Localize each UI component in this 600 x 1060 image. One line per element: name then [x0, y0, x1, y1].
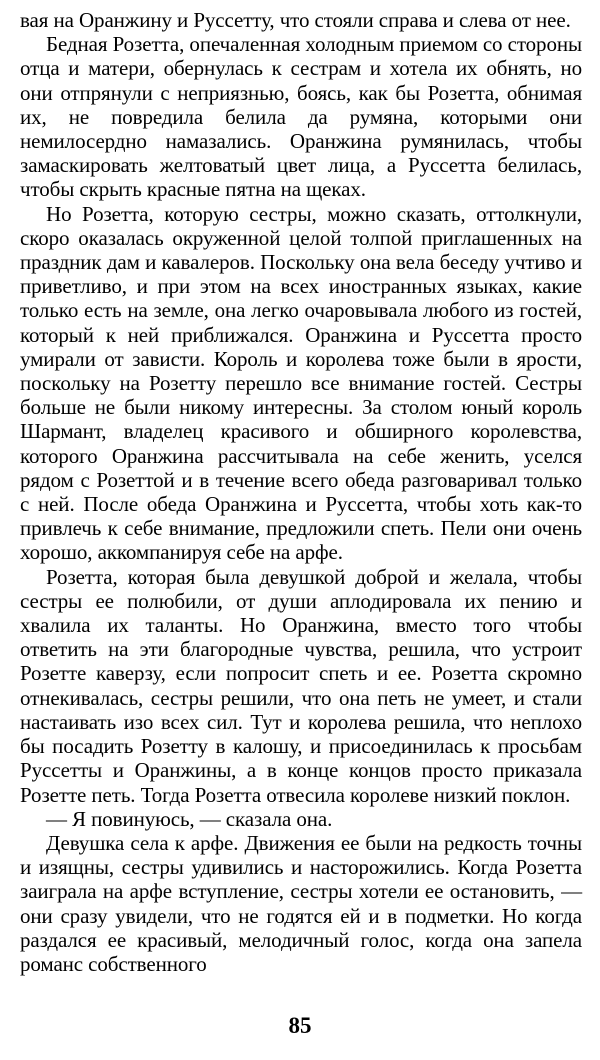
- paragraph-4: Розетта, которая была девушкой доброй и желала, чтобы сестры ее полюбили, от души аплодировала их пению и хвалила их таланты. Но Оранжина, вместо того чтобы ответить на эти благородные чувства, решила, что устроит Розетте каверзу, если попросит спеть и ее. Розетта скромно отнекивалась, сестры решили, что она петь не умеет, и стали настаивать изо всех сил. Тут и королева решила, что неплохо бы посадить Розетту в калошу, и присоединилась к просьбам Руссетты и Оранжины, а в конце концов просто приказала Розетте петь. Тогда Розетта отвесила королеве низкий поклон.: [20, 564, 582, 807]
- paragraph-3: Но Розетта, которую сестры, можно сказать, оттолкнули, скоро оказалась окруженной целой толпой приглашенных на праздник дам и кавалеров. Поскольку она вела беседу учтиво и приветливо, и при этом на всех иностранных языках, какие только есть на земле, она легко очаровывала любого из гостей, который к ней приближался. Оранжина и Руссетта просто умирали от зависти. Король и королева тоже были в ярости, поскольку на Розетту перешло все внимание гостей. Сестры больше не были никому интересны. За столом юный король Шармант, владелец красивого и обширного королевства, которого Оранжина рассчитывала на себе женить, уселся рядом с Розеттой и в течение всего обеда разговаривал только с ней. После обеда Оранжина и Руссетта, чтобы хоть как-то привлечь к себе внимание, предложили спеть. Пели они очень хорошо, аккомпанируя себе на арфе.: [20, 201, 582, 565]
- paragraph-1: вая на Оранжину и Руссетту, что стояли справа и слева от нее.: [20, 8, 571, 32]
- body-text: [20, 8, 582, 976]
- paragraph-6: Девушка села к арфе. Движения ее были на редкость точны и изящны, сестры удивились и насторожились. Когда Розетта заиграла на арфе вступление, сестры хотели ее остановить, — они сразу увидели, что не годятся ей и в подметки. Но когда раздался ее красивый, мелодичный голос, когда она запела романс собственного: [20, 830, 582, 976]
- page-number: 85: [288, 1013, 312, 1038]
- paragraph-5-dialogue: — Я повинуюсь, — сказала она.: [46, 806, 333, 831]
- paragraph-2: Бедная Розетта, опечаленная холодным приемом со стороны отца и матери, обернулась к сестрам и хотела их обнять, но они отпрянули с неприязнью, боясь, как бы Розетта, обнимая их, не повредила белила да румяна, которыми они немилосердно намазались. Оранжина румянилась, чтобы замаскировать желтоватый цвет лица, а Руссетта белилась, чтобы скрыть красные пятна на щеках.: [20, 32, 582, 202]
